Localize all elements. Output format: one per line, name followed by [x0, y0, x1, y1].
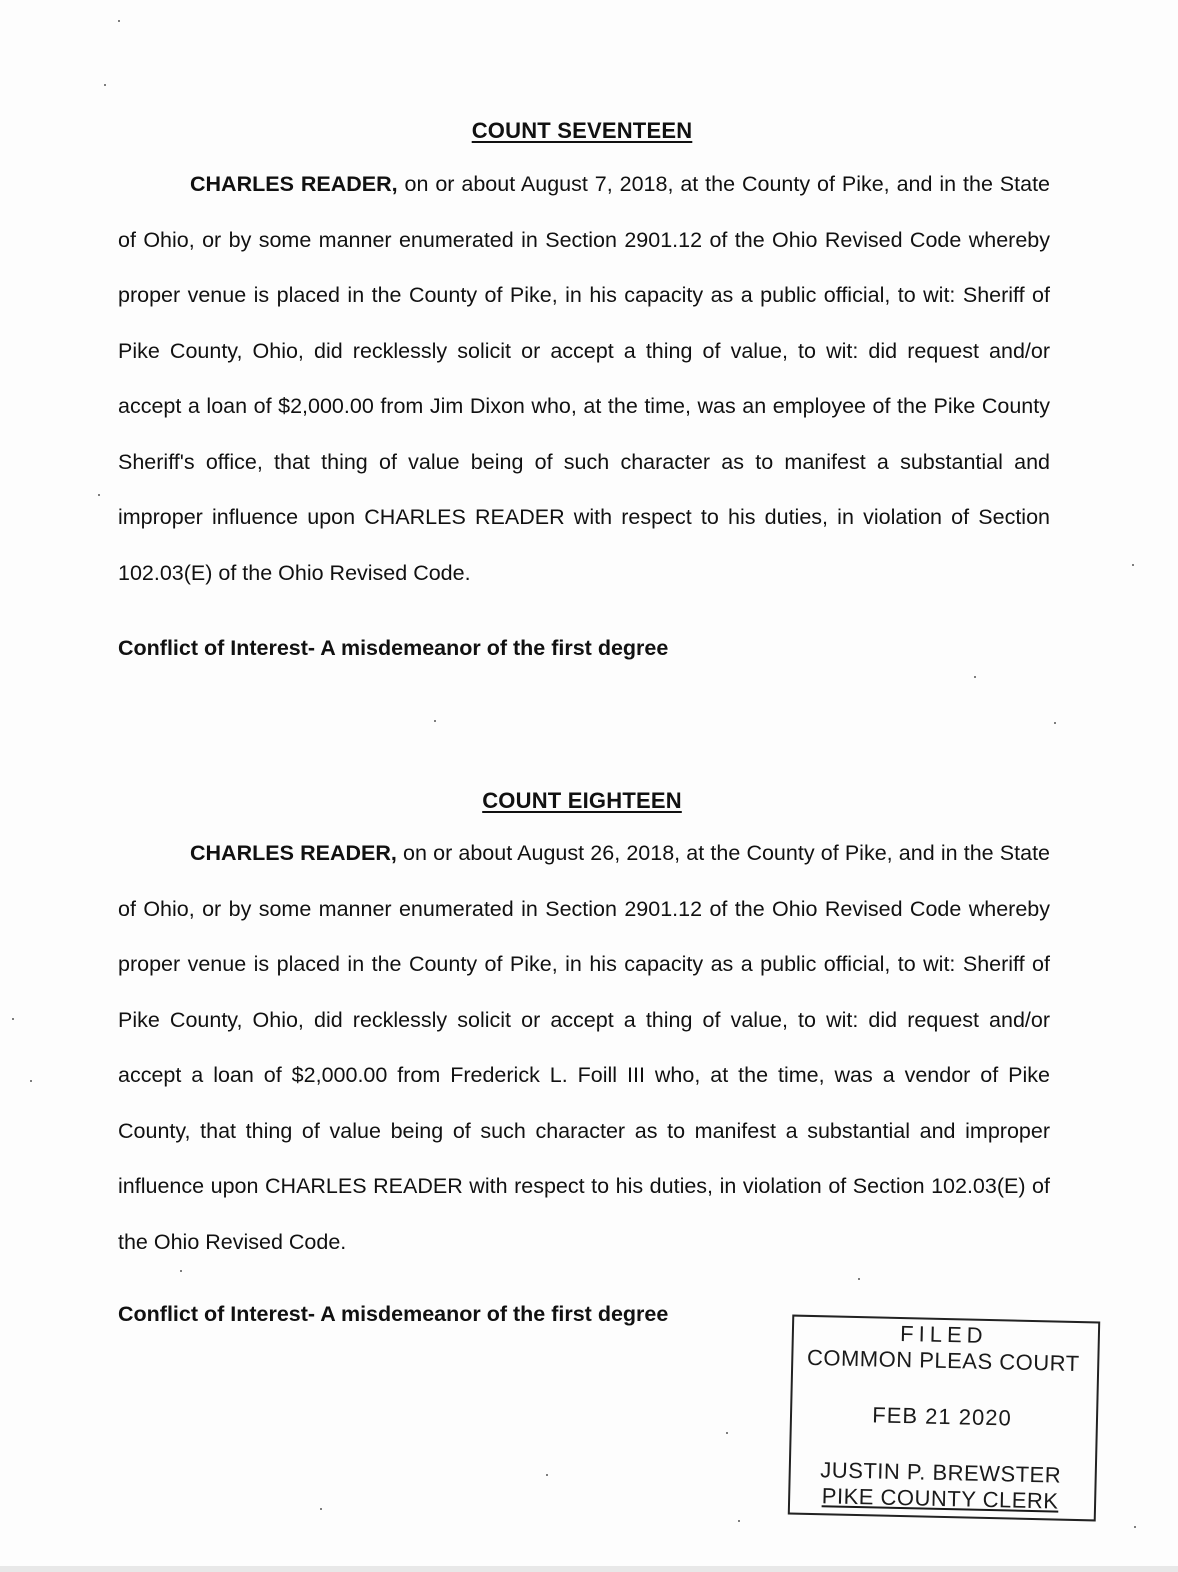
scan-speck — [320, 1508, 322, 1510]
scan-speck — [726, 1432, 728, 1434]
count-seventeen-body — [118, 157, 1050, 601]
scan-speck — [118, 20, 120, 22]
page-bottom-edge — [0, 1566, 1178, 1572]
scan-speck — [1132, 564, 1134, 566]
count-eighteen-text: on or about August 26, 2018, at the County of Pike, and in the State of Ohio, or by some manner enumerated in Section 2901.12 of the Ohio Revised Code whereby proper venue is placed in the County of Pike, in his capacity as a public official, to wit: Sheriff of Pike County, Ohio, did recklessly solicit or accept a thing of value, to wit: did request and/or accept a loan of $2,000.00 from Frederick L. Foill III who, at the time, was a vendor of Pike County, that thing of value being of such character as to manifest a substantial and improper influence upon CHARLES READER with respect to his duties, in violation of Section 102.03(E) of the Ohio Revised Code. — [118, 841, 1050, 1254]
count-eighteen-body — [118, 826, 1050, 1270]
scan-speck — [738, 1520, 740, 1522]
count-eighteen-defendant: CHARLES READER, — [190, 841, 397, 865]
scan-speck — [546, 1474, 548, 1476]
scan-speck — [974, 676, 976, 678]
scan-speck — [858, 1278, 860, 1280]
scan-speck — [12, 1018, 14, 1020]
scan-speck — [104, 84, 106, 86]
count-seventeen-classification: Conflict of Interest- A misdemeanor of the first degree — [118, 636, 669, 660]
count-seventeen-heading: COUNT SEVENTEEN — [471, 118, 693, 143]
stamp-date: FEB 21 2020 — [872, 1402, 1013, 1431]
filing-stamp — [788, 1315, 1100, 1522]
scan-speck — [180, 1270, 182, 1272]
scan-speck — [1054, 722, 1056, 724]
count-seventeen-text: on or about August 7, 2018, at the County of Pike, and in the State of Ohio, or by some manner enumerated in Section 2901.12 of the Ohio Revised Code whereby proper venue is placed in the County of Pike, in his capacity as a public official, to wit: Sheriff of Pike County, Ohio, did recklessly solicit or accept a thing of value, to wit: did request and/or accept a loan of $2,000.00 from Jim Dixon who, at the time, was an employee of the Pike County Sheriff's office, that thing of value being of such character as to manifest a substantial and improper influence upon CHARLES READER with respect to his duties, in violation of Section 102.03(E) of the Ohio Revised Code. — [118, 172, 1051, 585]
stamp-clerk: JUSTIN P. BREWSTER — [820, 1457, 1062, 1488]
stamp-county-clerk: PIKE COUNTY CLERK — [821, 1483, 1059, 1514]
count-eighteen-heading: COUNT EIGHTEEN — [482, 788, 682, 813]
stamp-filed: FILED — [899, 1320, 988, 1348]
scan-speck — [1134, 1526, 1136, 1528]
scan-speck — [98, 494, 100, 496]
stamp-court: COMMON PLEAS COURT — [806, 1344, 1080, 1377]
count-seventeen-defendant: CHARLES READER, — [190, 172, 398, 196]
scan-speck — [30, 1080, 32, 1082]
scan-speck — [434, 720, 436, 722]
count-eighteen-classification: Conflict of Interest- A misdemeanor of the first degree — [118, 1302, 669, 1326]
